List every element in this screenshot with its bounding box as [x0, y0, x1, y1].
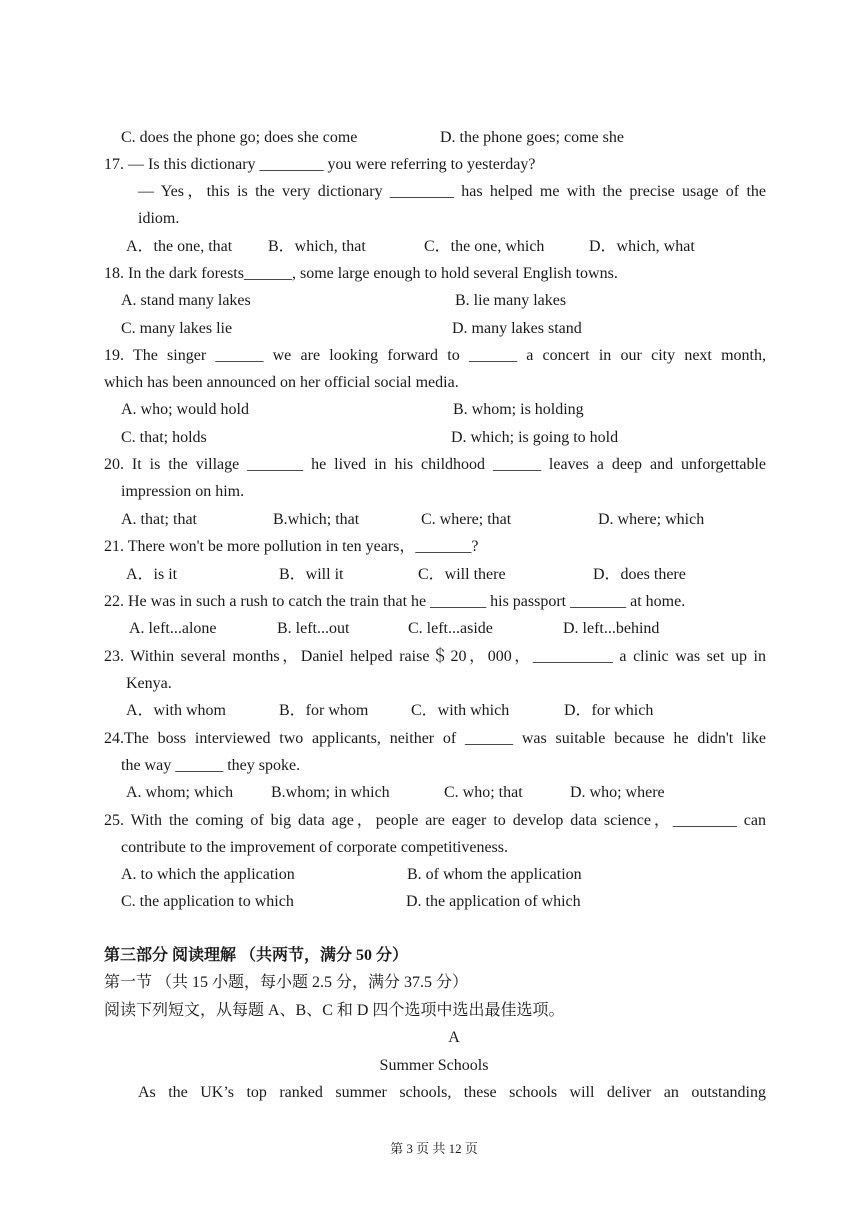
- q18-option-c: C. many lakes lie: [121, 320, 233, 337]
- q25-option-d: D. the application of which: [406, 893, 581, 910]
- passage-title: Summer Schools: [379, 1057, 489, 1074]
- q25-option-a: A. to which the application: [121, 866, 295, 883]
- q19-stem-line2: which has been announced on her official social media.: [104, 374, 459, 391]
- q24-option-a: A. whom; which: [126, 784, 234, 801]
- passage-text-line1: As the UK’s top ranked summer schools, these schools will deliver an outstanding: [138, 1084, 766, 1101]
- q21-option-b: B．will it: [279, 566, 344, 583]
- q17-stem-line1: 17. — Is this dictionary ________ you were referring to yesterday?: [104, 156, 536, 173]
- q25-stem-line1: 25. With the coming of big data age，people are eager to develop data science，________ can: [104, 812, 767, 829]
- q21-option-c: C．will there: [418, 566, 506, 583]
- q24-option-d: D. who; where: [570, 784, 665, 801]
- q17-stem-line2: — Yes，this is the very dictionary ________ has helped me with the precise usage of the: [138, 183, 766, 200]
- q20-option-d: D. where; which: [598, 511, 705, 528]
- q22-option-c: C. left...aside: [408, 620, 493, 637]
- q18-option-b: B. lie many lakes: [455, 292, 567, 309]
- q21-stem-line1: 21. There won't be more pollution in ten years，_______?: [104, 538, 479, 555]
- q19-option-b: B. whom; is holding: [453, 401, 584, 418]
- q19-option-c: C. that; holds: [121, 429, 207, 446]
- q25-stem-line2: contribute to the improvement of corporate competitiveness.: [121, 839, 508, 856]
- q20-option-b: B.which; that: [273, 511, 360, 528]
- q18-option-a: A. stand many lakes: [121, 292, 251, 309]
- q16-option-c: C. does the phone go; does she come: [121, 129, 358, 146]
- q24-stem-line2: the way ______ they spoke.: [121, 757, 301, 774]
- q19-stem-line1: 19. The singer ______ we are looking forward to ______ a concert in our city next month,: [104, 347, 766, 364]
- q22-stem-line1: 22. He was in such a rush to catch the train that he _______ his passport _______ at home.: [104, 593, 686, 610]
- q24-stem-line1: 24.The boss interviewed two applicants, neither of ______ was suitable because he didn't like: [104, 730, 766, 747]
- q17-option-b: B．which, that: [268, 238, 366, 255]
- q23-stem-line2: Kenya.: [126, 675, 172, 692]
- q18-stem-line1: 18. In the dark forests______, some large enough to hold several English towns.: [104, 265, 618, 282]
- q25-option-b: B. of whom the application: [407, 866, 582, 883]
- q17-option-d: D．which, what: [589, 238, 695, 255]
- q23-stem-line1: 23. Within several months，Daniel helped raise＄20，000，__________ a clinic was set up in: [104, 648, 767, 665]
- page-footer: 第 3 页 共 12 页: [390, 1141, 478, 1156]
- q20-option-a: A. that; that: [121, 511, 197, 528]
- q22-option-d: D. left...behind: [563, 620, 660, 637]
- q20-stem-line1: 20. It is the village _______ he lived in his childhood ______ leaves a deep and unforgettable: [104, 456, 766, 473]
- q23-option-b: B．for whom: [279, 702, 369, 719]
- q20-option-c: C. where; that: [421, 511, 512, 528]
- q19-option-d: D. which; is going to hold: [451, 429, 619, 446]
- section1-heading: 第一节 （共 15 小题，每小题 2.5 分，满分 37.5 分）: [104, 974, 469, 991]
- q19-option-a: A. who; would hold: [121, 401, 249, 418]
- passage-letter: A: [448, 1029, 460, 1046]
- q23-option-d: D．for which: [564, 702, 654, 719]
- q24-option-c: C. who; that: [444, 784, 523, 801]
- part3-heading: 第三部分 阅读理解 （共两节，满分 50 分）: [104, 947, 409, 964]
- q17-stem-line3: idiom.: [138, 210, 180, 227]
- q23-option-a: A．with whom: [126, 702, 227, 719]
- q20-stem-line2: impression on him.: [121, 483, 245, 500]
- q22-option-b: B. left...out: [277, 620, 350, 637]
- q17-option-c: C．the one, which: [424, 238, 545, 255]
- q22-option-a: A. left...alone: [129, 620, 217, 637]
- q21-option-d: D．does there: [593, 566, 686, 583]
- q21-option-a: A．is it: [126, 566, 178, 583]
- q24-option-b: B.whom; in which: [271, 784, 390, 801]
- q17-option-a: A．the one, that: [126, 238, 233, 255]
- reading-instruction: 阅读下列短文，从每题 A、B、C 和 D 四个选项中选出最佳选项。: [104, 1002, 565, 1019]
- q18-option-d: D. many lakes stand: [452, 320, 582, 337]
- q23-option-c: C．with which: [411, 702, 510, 719]
- q25-option-c: C. the application to which: [121, 893, 294, 910]
- q16-option-d: D. the phone goes; come she: [440, 129, 624, 146]
